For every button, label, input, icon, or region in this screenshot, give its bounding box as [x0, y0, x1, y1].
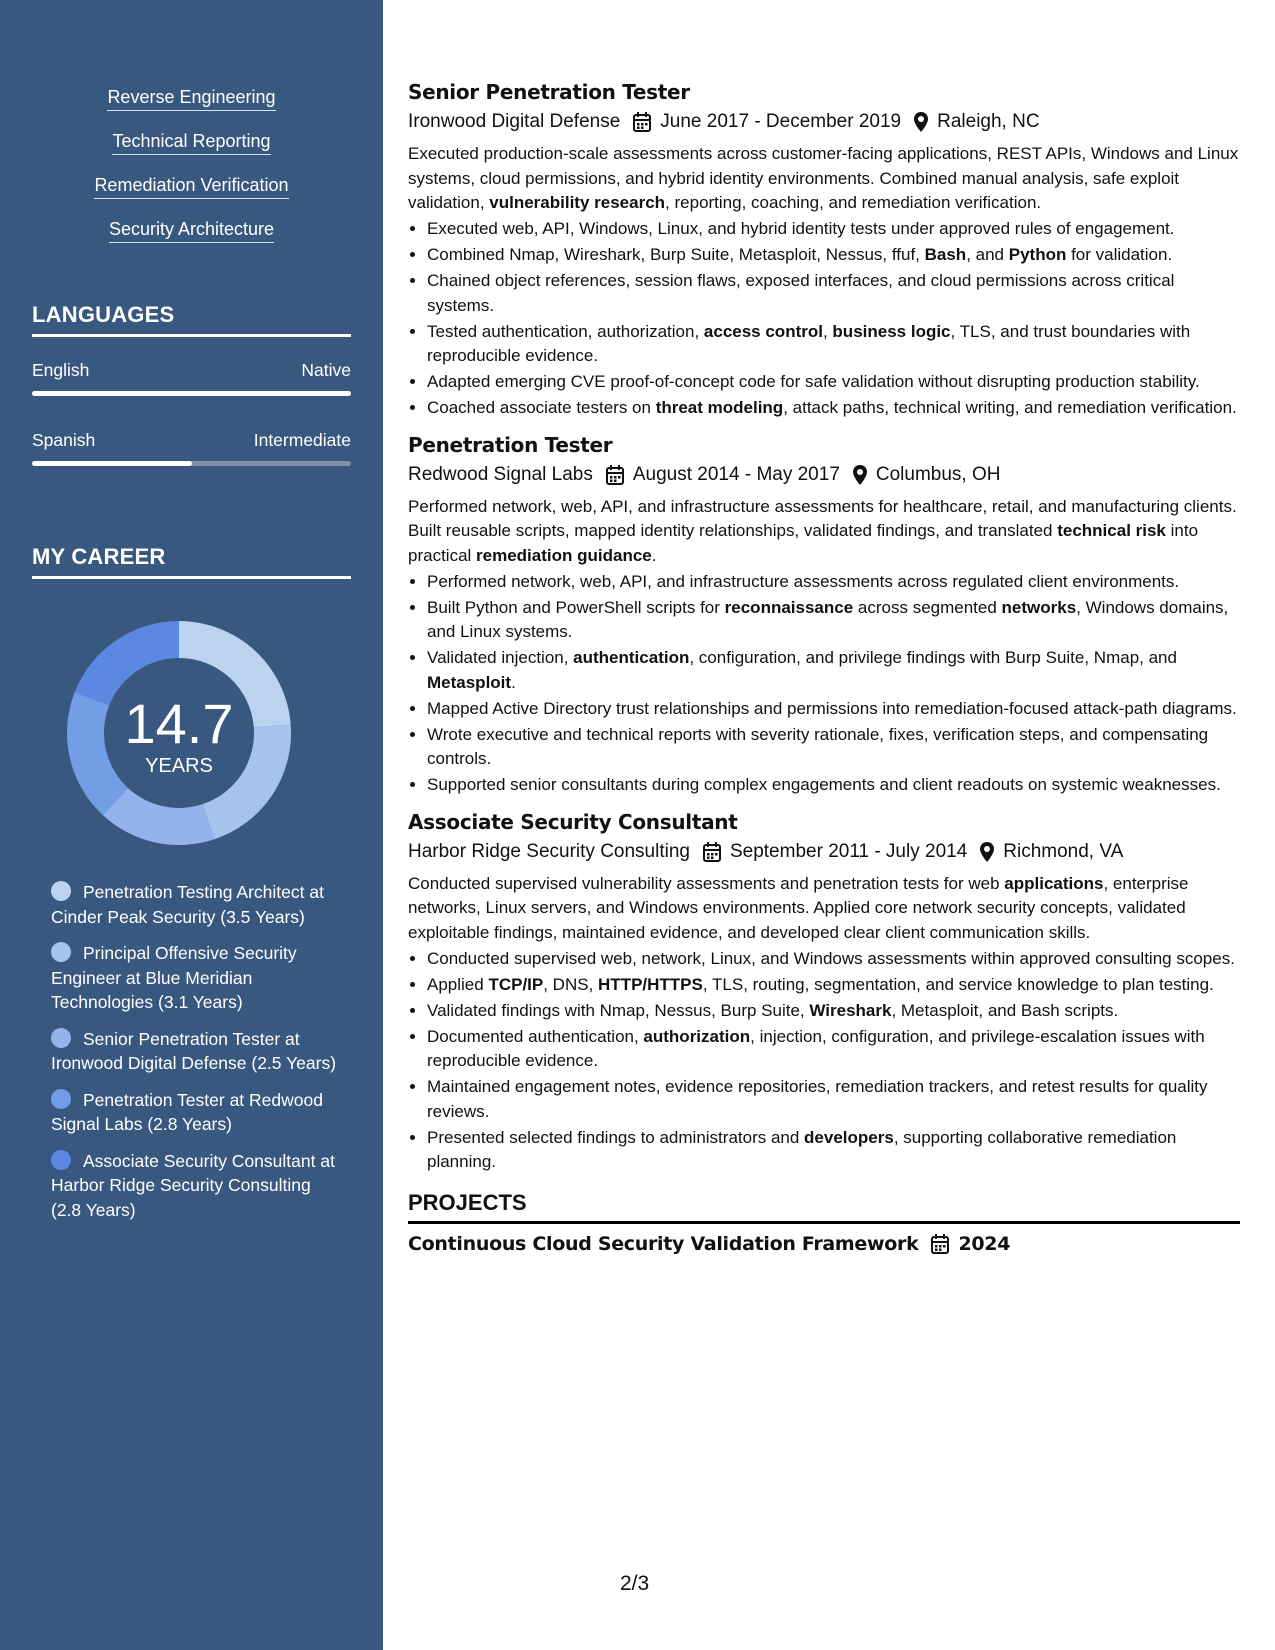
language-english: [32, 359, 351, 396]
job-summary: Conducted supervised vulnerability assessments and penetration tests for web applications, enterprise networks, Linux servers, and Windows environments. Applied core network security concepts, validated exploitable findings, maintained evidence, and developed clear client communication skills.: [408, 873, 1189, 942]
career-legend-item: [51, 941, 341, 1015]
job-bullet: • Applied TCP/IP, DNS, HTTP/HTTPS, TLS, routing, segmentation, and service knowledge to plan testing.: [427, 973, 1240, 998]
career-heading: MY CAREER: [32, 544, 351, 579]
legend-dot-icon: [51, 1150, 71, 1170]
job-bullet: • Coached associate testers on threat modeling, attack paths, technical writing, and remediation verification.: [427, 396, 1240, 421]
job-meta: [408, 461, 1240, 489]
job-entry: [408, 808, 1240, 1175]
job-bullet: • Combined Nmap, Wireshark, Burp Suite, Metasploit, Nessus, ffuf, Bash, and Python for validation.: [427, 243, 1240, 268]
projects-heading: PROJECTS: [408, 1189, 1240, 1224]
job-bullet: • Mapped Active Directory trust relationships and permissions into remediation-focused attack-path diagrams.: [427, 697, 1240, 722]
project-title: Continuous Cloud Security Validation Framework: [408, 1232, 919, 1255]
career-total-unit: YEARS: [145, 755, 213, 777]
career-legend-item: [51, 1027, 341, 1076]
job-dates: June 2017 - December 2019: [660, 111, 902, 132]
job-meta: [408, 838, 1240, 866]
legend-dot-icon: [51, 942, 71, 962]
job-bullet: • Wrote executive and technical reports with severity rationale, fixes, verification steps, and compensating controls.: [427, 723, 1240, 772]
job-entry: [408, 431, 1240, 798]
job-bullet: • Built Python and PowerShell scripts for reconnaissance across segmented networks, Windows domains, and Linux systems.: [427, 596, 1240, 645]
job-location: Columbus, OH: [875, 463, 1001, 485]
job-bullet: • Validated injection, authentication, configuration, and privilege findings with Burp Suite, Nmap, and Metasploit.: [427, 646, 1240, 695]
legend-dot-icon: [51, 1028, 71, 1048]
job-meta: [408, 108, 1240, 136]
language-level-fill: [32, 391, 351, 396]
job-bullet: • Documented authentication, authorization, injection, configuration, and privilege-escalation issues with reproducible evidence.: [427, 1025, 1240, 1074]
calendar-icon: [930, 1233, 950, 1255]
language-name: Spanish: [32, 430, 96, 450]
languages-heading: LANGUAGES: [32, 302, 351, 337]
main-content: [408, 78, 1240, 1258]
career-legend: [51, 880, 341, 1234]
job-bullet: • Supported senior consultants during complex engagements and client readouts on systemic weaknesses.: [427, 773, 1240, 798]
career-legend-label: Penetration Testing Architect at Cinder Peak Security (3.5 Years): [51, 882, 324, 927]
job-summary: Executed production-scale assessments across customer-facing applications, REST APIs, Windows and Linux systems, cloud permissions, and hybrid identity environments. Combined manual analysis, safe exploit validation, vulnerability research, reporting, coaching, and remediation verification.: [408, 144, 1239, 212]
map-pin-icon: [852, 464, 868, 486]
company-name: Harbor Ridge Security Consulting: [408, 840, 690, 862]
language-level-fill: [32, 461, 192, 466]
language-level: Native: [301, 360, 351, 380]
career-legend-label: Senior Penetration Tester at Ironwood Digital Defense (2.5 Years): [51, 1028, 337, 1073]
career-legend-label: Associate Security Consultant at Harbor Ridge Security Consulting (2.8 Years): [51, 1150, 335, 1220]
skill-item: Technical Reporting: [112, 130, 270, 155]
job-bullet: • Conducted supervised web, network, Linux, and Windows assessments within approved consulting scopes.: [427, 947, 1240, 972]
job-bullets: [408, 947, 1240, 1175]
career-legend-item: [51, 1088, 341, 1137]
language-level: Intermediate: [253, 430, 351, 450]
job-bullet: • Adapted emerging CVE proof-of-concept code for safe validation without disrupting production stability.: [427, 370, 1240, 395]
job-title: Penetration Tester: [408, 432, 613, 457]
job-summary: Performed network, web, API, and infrastructure assessments for healthcare, retail, and manufacturing clients. Built reusable scripts, mapped identity relationships, validated findings, and translated technical risk into practical remediation guidance.: [408, 496, 1237, 565]
job-location: Richmond, VA: [1003, 840, 1124, 862]
page-number: 2/3: [620, 1572, 650, 1595]
job-bullet: • Tested authentication, authorization, access control, business logic, TLS, and trust boundaries with reproducible evidence.: [427, 320, 1240, 369]
job-entry: [408, 78, 1240, 421]
language-level-bar: [32, 391, 351, 396]
skills-list: [0, 86, 383, 262]
skill-item: Security Architecture: [109, 218, 274, 243]
skill-item: Reverse Engineering: [107, 86, 275, 111]
job-bullets: [408, 217, 1240, 421]
career-legend-label: Principal Offensive Security Engineer at Blue Meridian Technologies (3.1 Years): [51, 943, 297, 1012]
job-bullet: • Validated findings with Nmap, Nessus, Burp Suite, Wireshark, Metasploit, and Bash scripts.: [427, 999, 1240, 1024]
project-item: [408, 1230, 1240, 1258]
career-legend-label: Penetration Tester at Redwood Signal Labs (2.8 Years): [51, 1089, 323, 1134]
company-name: Ironwood Digital Defense: [408, 111, 621, 132]
calendar-icon: [702, 841, 722, 863]
job-bullet: • Maintained engagement notes, evidence repositories, remediation trackers, and retest results for quality reviews.: [427, 1075, 1240, 1124]
job-location: Raleigh, NC: [937, 111, 1040, 132]
job-bullet: • Presented selected findings to administrators and developers, supporting collaborative remediation planning.: [427, 1126, 1240, 1175]
job-dates: August 2014 - May 2017: [632, 463, 840, 485]
language-level-bar: [32, 461, 351, 466]
legend-dot-icon: [51, 881, 71, 901]
calendar-icon: [632, 111, 652, 133]
sidebar: [0, 0, 383, 1650]
job-dates: September 2011 - July 2014: [729, 840, 968, 862]
map-pin-icon: [913, 111, 929, 133]
job-title: Associate Security Consultant: [408, 809, 738, 834]
job-bullet: • Performed network, web, API, and infrastructure assessments across regulated client environments.: [427, 570, 1240, 595]
legend-dot-icon: [51, 1089, 71, 1109]
job-bullet: • Executed web, API, Windows, Linux, and hybrid identity tests under approved rules of engagement.: [427, 217, 1240, 242]
language-name: English: [32, 360, 90, 380]
skill-item: Remediation Verification: [94, 174, 288, 199]
language-spanish: [32, 429, 351, 466]
map-pin-icon: [979, 841, 995, 863]
job-bullets: [408, 570, 1240, 798]
job-title: Senior Penetration Tester: [408, 80, 690, 104]
calendar-icon: [605, 464, 625, 486]
job-bullet: • Chained object references, session flaws, exposed interfaces, and cloud permissions across critical systems.: [427, 269, 1240, 318]
project-year: 2024: [958, 1232, 1011, 1255]
career-legend-item: [51, 880, 341, 929]
career-total-years: 14.7: [124, 692, 234, 755]
company-name: Redwood Signal Labs: [408, 463, 593, 485]
career-legend-item: [51, 1149, 341, 1223]
